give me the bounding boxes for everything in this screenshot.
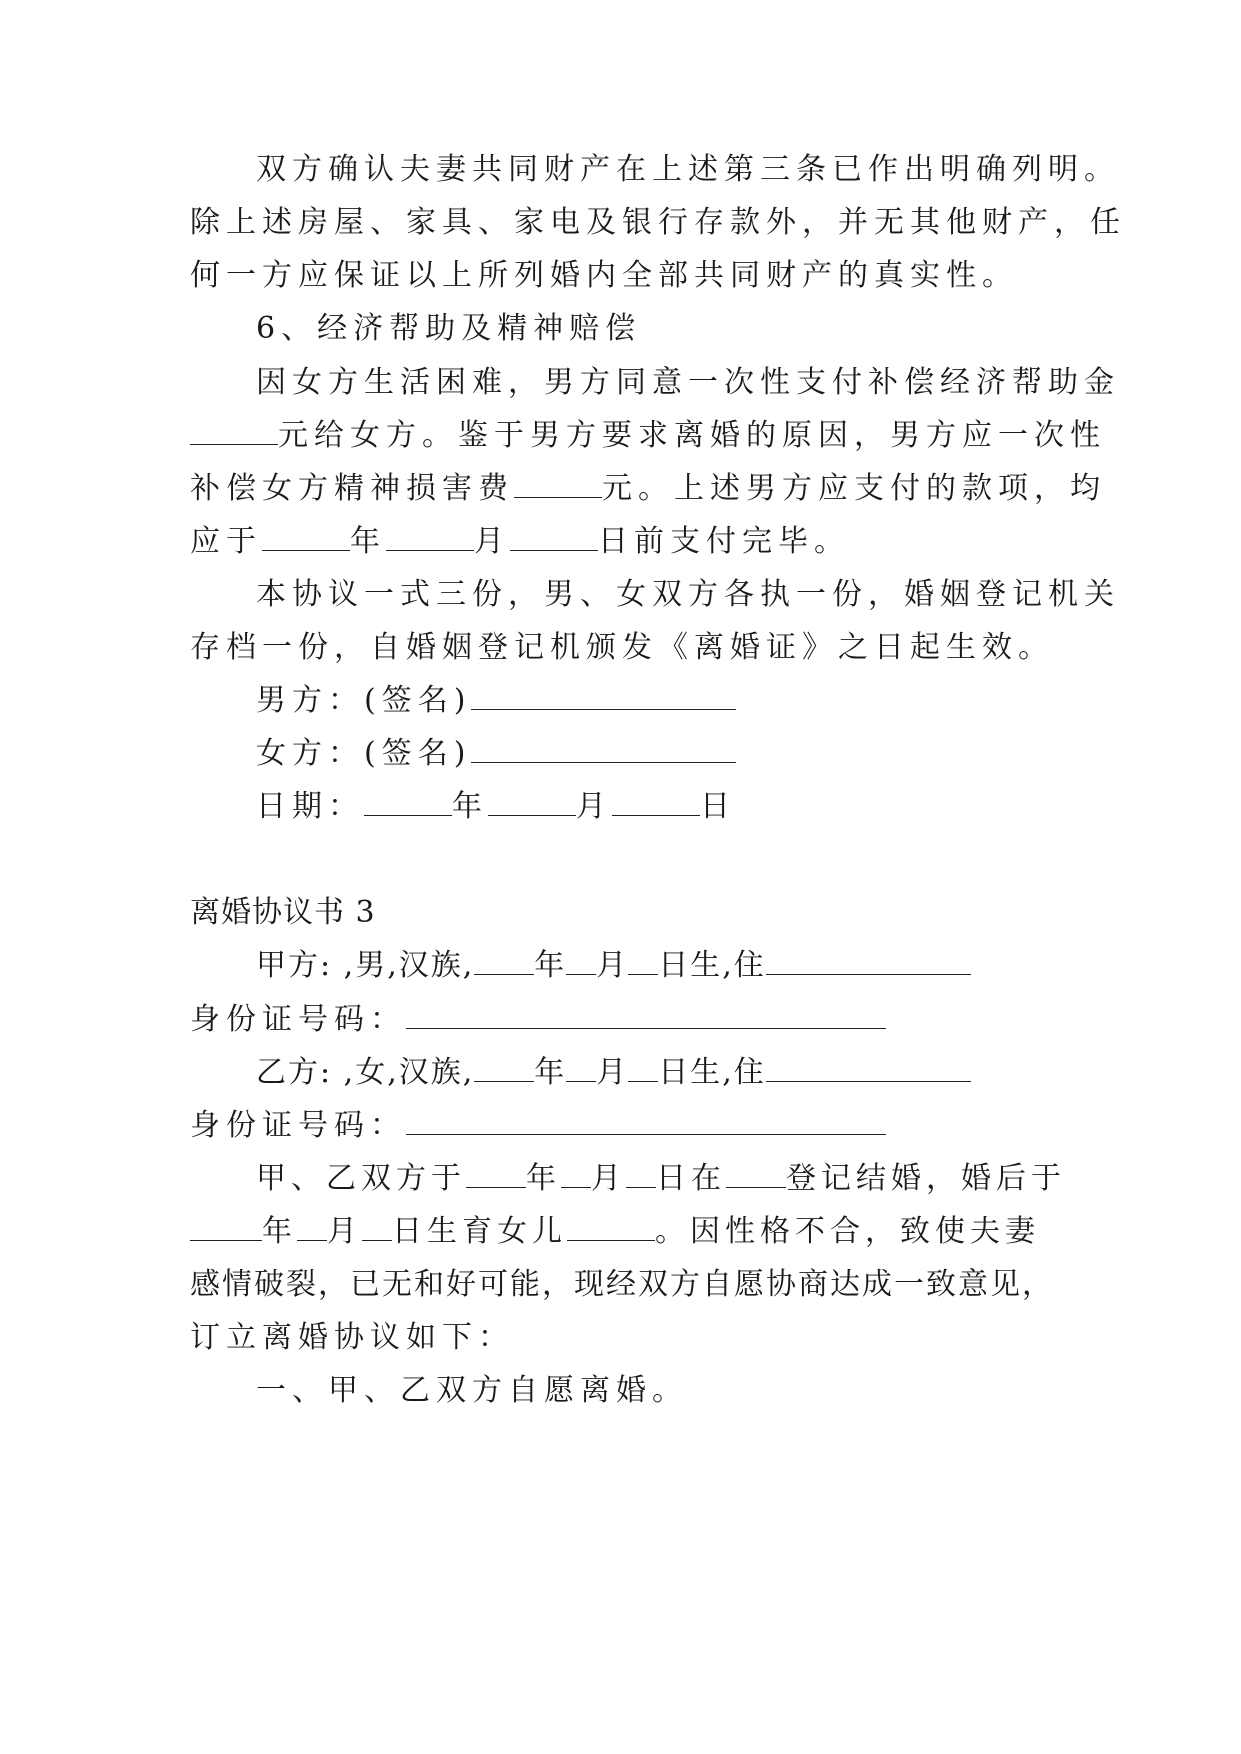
text-span: 身份证号码： <box>190 1108 406 1143</box>
signature-line-woman <box>256 734 736 774</box>
paragraph-line <box>190 416 1106 456</box>
text-span: 年 <box>452 789 488 824</box>
paragraph-line <box>190 1212 1040 1252</box>
text-span: 身份证号码： <box>190 1002 406 1037</box>
text-span: ,女,汉族, <box>343 1055 475 1090</box>
blank-field <box>488 787 576 816</box>
paragraph-line: 感情破裂，已无和好可能，现经双方自愿协商达成一致意见， <box>190 1267 1054 1302</box>
section-heading: 6、经济帮助及精神赔偿 <box>256 311 642 346</box>
paragraph-line: 何一方应保证以上所列婚内全部共同财产的真实性。 <box>190 258 1018 293</box>
text-span: 月 <box>576 789 612 824</box>
agreement-item: 一、甲、乙双方自愿离婚。 <box>256 1373 688 1408</box>
text-span: 日前支付完毕。 <box>598 524 850 559</box>
text-span: 日生,住 <box>658 1055 766 1090</box>
text-span: 月 <box>596 948 629 983</box>
blank-field <box>626 1159 656 1188</box>
id-number-blank <box>406 1000 886 1029</box>
id-number-line <box>190 1000 886 1040</box>
date-line <box>256 787 736 827</box>
blank-field <box>466 1159 526 1188</box>
blank-field <box>726 1159 786 1188</box>
blank-field <box>297 1212 327 1241</box>
text-span: 应于 <box>190 524 262 559</box>
text-span: 月 <box>327 1214 362 1249</box>
text-span: 。因性格不合，致使夫妻 <box>655 1214 1040 1249</box>
signature-blank <box>471 681 736 710</box>
party-b-line <box>256 1053 971 1093</box>
paragraph-line: 双方确认夫妻共同财产在上述第三条已作出明确列明。 <box>256 152 1120 187</box>
blank-field <box>561 1159 591 1188</box>
text-span: 元给女方。鉴于男方要求离婚的原因，男方应一次性 <box>278 418 1106 453</box>
blank-field <box>612 787 700 816</box>
paragraph-line <box>256 1159 1066 1199</box>
blank-field <box>364 787 452 816</box>
blank-field <box>510 522 598 551</box>
text-span: 月 <box>591 1161 626 1196</box>
text-span: 元。上述男方应支付的款项，均 <box>602 471 1106 506</box>
blank-field <box>766 946 971 975</box>
id-number-blank <box>406 1106 886 1135</box>
text-span: 日生育女儿 <box>392 1214 567 1249</box>
text-span: 登记结婚，婚后于 <box>786 1161 1066 1196</box>
text-span: 月 <box>474 524 510 559</box>
signature-blank <box>471 734 736 763</box>
blank-field <box>628 1053 658 1082</box>
text-span: ,男,汉族, <box>343 948 475 983</box>
text-span: 年 <box>534 948 567 983</box>
text-span: 甲方: <box>256 948 333 983</box>
document-title: 离婚协议书 3 <box>190 895 376 930</box>
blank-field <box>766 1053 971 1082</box>
blank-field <box>474 1053 534 1082</box>
signature-line-man <box>256 681 736 721</box>
blank-field <box>190 416 278 445</box>
blank-field <box>190 1212 262 1241</box>
paragraph-line: 本协议一式三份，男、女双方各执一份，婚姻登记机关 <box>256 577 1120 612</box>
blank-field <box>567 1212 655 1241</box>
paragraph-line <box>190 522 850 562</box>
text-span: 女方：(签名) <box>256 736 472 771</box>
blank-field <box>262 522 350 551</box>
paragraph-line: 因女方生活困难，男方同意一次性支付补偿经济帮助金 <box>256 365 1120 400</box>
blank-field <box>628 946 658 975</box>
text-span: 补偿女方精神损害费 <box>190 471 514 506</box>
id-number-line <box>190 1106 886 1146</box>
text-span: 甲、乙双方于 <box>256 1161 466 1196</box>
text-span: 日在 <box>656 1161 726 1196</box>
blank-field <box>474 946 534 975</box>
paragraph-line <box>190 469 1106 509</box>
text-span: 日期： <box>256 789 364 824</box>
text-span: 年 <box>262 1214 297 1249</box>
blank-field <box>362 1212 392 1241</box>
blank-field <box>514 469 602 498</box>
party-a-line <box>256 946 971 986</box>
blank-field <box>566 1053 596 1082</box>
text-span: 月 <box>596 1055 629 1090</box>
text-span: 日生,住 <box>658 948 766 983</box>
blank-field <box>566 946 596 975</box>
text-span: 年 <box>534 1055 567 1090</box>
text-span: 年 <box>526 1161 561 1196</box>
blank-field <box>386 522 474 551</box>
text-span: 日 <box>700 789 736 824</box>
text-span: 男方：(签名) <box>256 683 472 718</box>
text-span: 乙方: <box>256 1055 333 1090</box>
paragraph-line: 除上述房屋、家具、家电及银行存款外，并无其他财产，任 <box>190 205 1126 240</box>
paragraph-line: 存档一份，自婚姻登记机颁发《离婚证》之日起生效。 <box>190 630 1054 665</box>
paragraph-line: 订立离婚协议如下： <box>190 1320 514 1355</box>
text-span: 年 <box>350 524 386 559</box>
